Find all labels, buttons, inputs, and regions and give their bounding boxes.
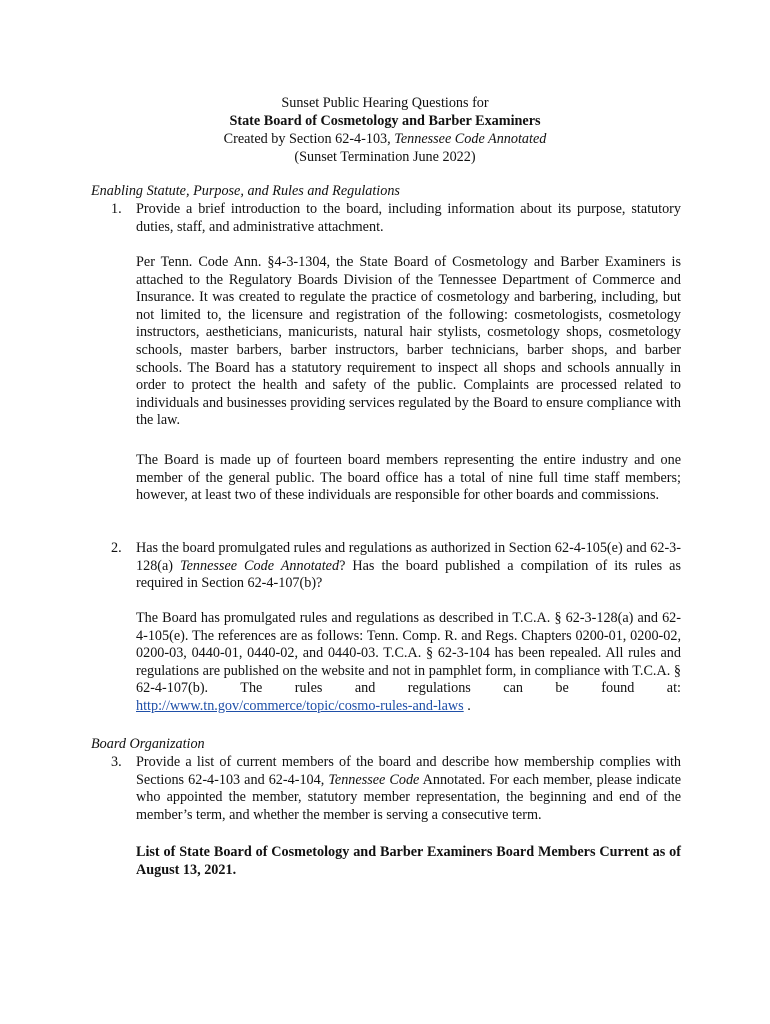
rules-and-laws-link[interactable]: http://www.tn.gov/commerce/topic/cosmo-rules-and-laws — [136, 697, 464, 714]
answer-2: The Board has promulgated rules and regulations as described in T.C.A. § 62-3-128(a) and 62-4-105(e). The references are as follows: Tenn. Comp. R. and Regs. Chapters 0200-01, 0200-02, 0200-03, 0440-01, 0440-02, and 0440-03. T.C.A. § 62-3-104 has been repealed. All rules and regulations are published on the website and not in pamphlet form, in compliance with T.C.A. § 62-4-107(b). The rules and regulations can be found at: http://www.tn.gov/commerce/topic/cosmo-rules-and-laws . — [136, 610, 681, 714]
question-number: 3. — [111, 754, 122, 770]
section-heading-board-organization: Board Organization — [91, 736, 205, 752]
header-sunset-termination: (Sunset Termination June 2022) — [294, 149, 476, 165]
header-line-3: Created by Section 62-4-103, Tennessee Code Annotated — [223, 131, 547, 147]
header-line-1: Sunset Public Hearing Questions for — [281, 95, 489, 111]
board-members-list-heading: List of State Board of Cosmetology and Barber Examiners Board Members Current as of August 13, 2021. — [136, 844, 681, 878]
question-number: 1. — [111, 201, 122, 217]
document-header — [0, 94, 770, 166]
question-number: 2. — [111, 540, 122, 556]
question-text: Has the board promulgated rules and regulations as authorized in Section 62-4-105(e) and 62-3-128(a) Tennessee Code Annotated? Has the board published a compilation of its rules as required in Section 62-4-107(b)? — [136, 540, 682, 592]
question-3 — [111, 754, 681, 824]
header-board-title: State Board of Cosmetology and Barber Examiners — [229, 113, 541, 129]
question-text: Provide a list of current members of the board and describe how membership complies with Sections 62-4-103 and 62-4-104, Tennessee Code Annotated. For each member, please indicate who appointed the member, statutory member representation, the beginning and end of the member’s term, and whether the member is serving a consecutive term. — [136, 754, 682, 823]
question-text: Provide a brief introduction to the board, including information about its purpose, statutory duties, staff, and administrative attachment. — [136, 201, 681, 235]
question-1 — [111, 201, 681, 236]
answer-1-paragraph-2: The Board is made up of fourteen board members representing the entire industry and one member of the general public. The board office has a total of nine full time staff members; however, at least two of these individuals are responsible for other boards and commissions. — [136, 452, 681, 504]
section-heading-enabling-statute: Enabling Statute, Purpose, and Rules and Regulations — [91, 183, 400, 199]
answer-1-paragraph-1: Per Tenn. Code Ann. §4-3-1304, the State Board of Cosmetology and Barber Examiners is attached to the Regulatory Boards Division of the Tennessee Department of Commerce and Insurance. It was created to regulate the practice of cosmetology and barbering, including, but not limited to, the licensure and registration of the following: cosmetologists, cosmetology instructors, aestheticians, manicurists, natural hair stylists, cosmetology shops, cosmetology schools, master barbers, barber instructors, barber technicians, barber shops, and barber schools. The Board has a statutory requirement to inspect all shops and schools annually in order to protect the health and safety of the public. Complaints are processed related to individuals and businesses providing services regulated by the Board to ensure compliance with the law. — [136, 254, 681, 429]
question-2 — [111, 540, 681, 593]
